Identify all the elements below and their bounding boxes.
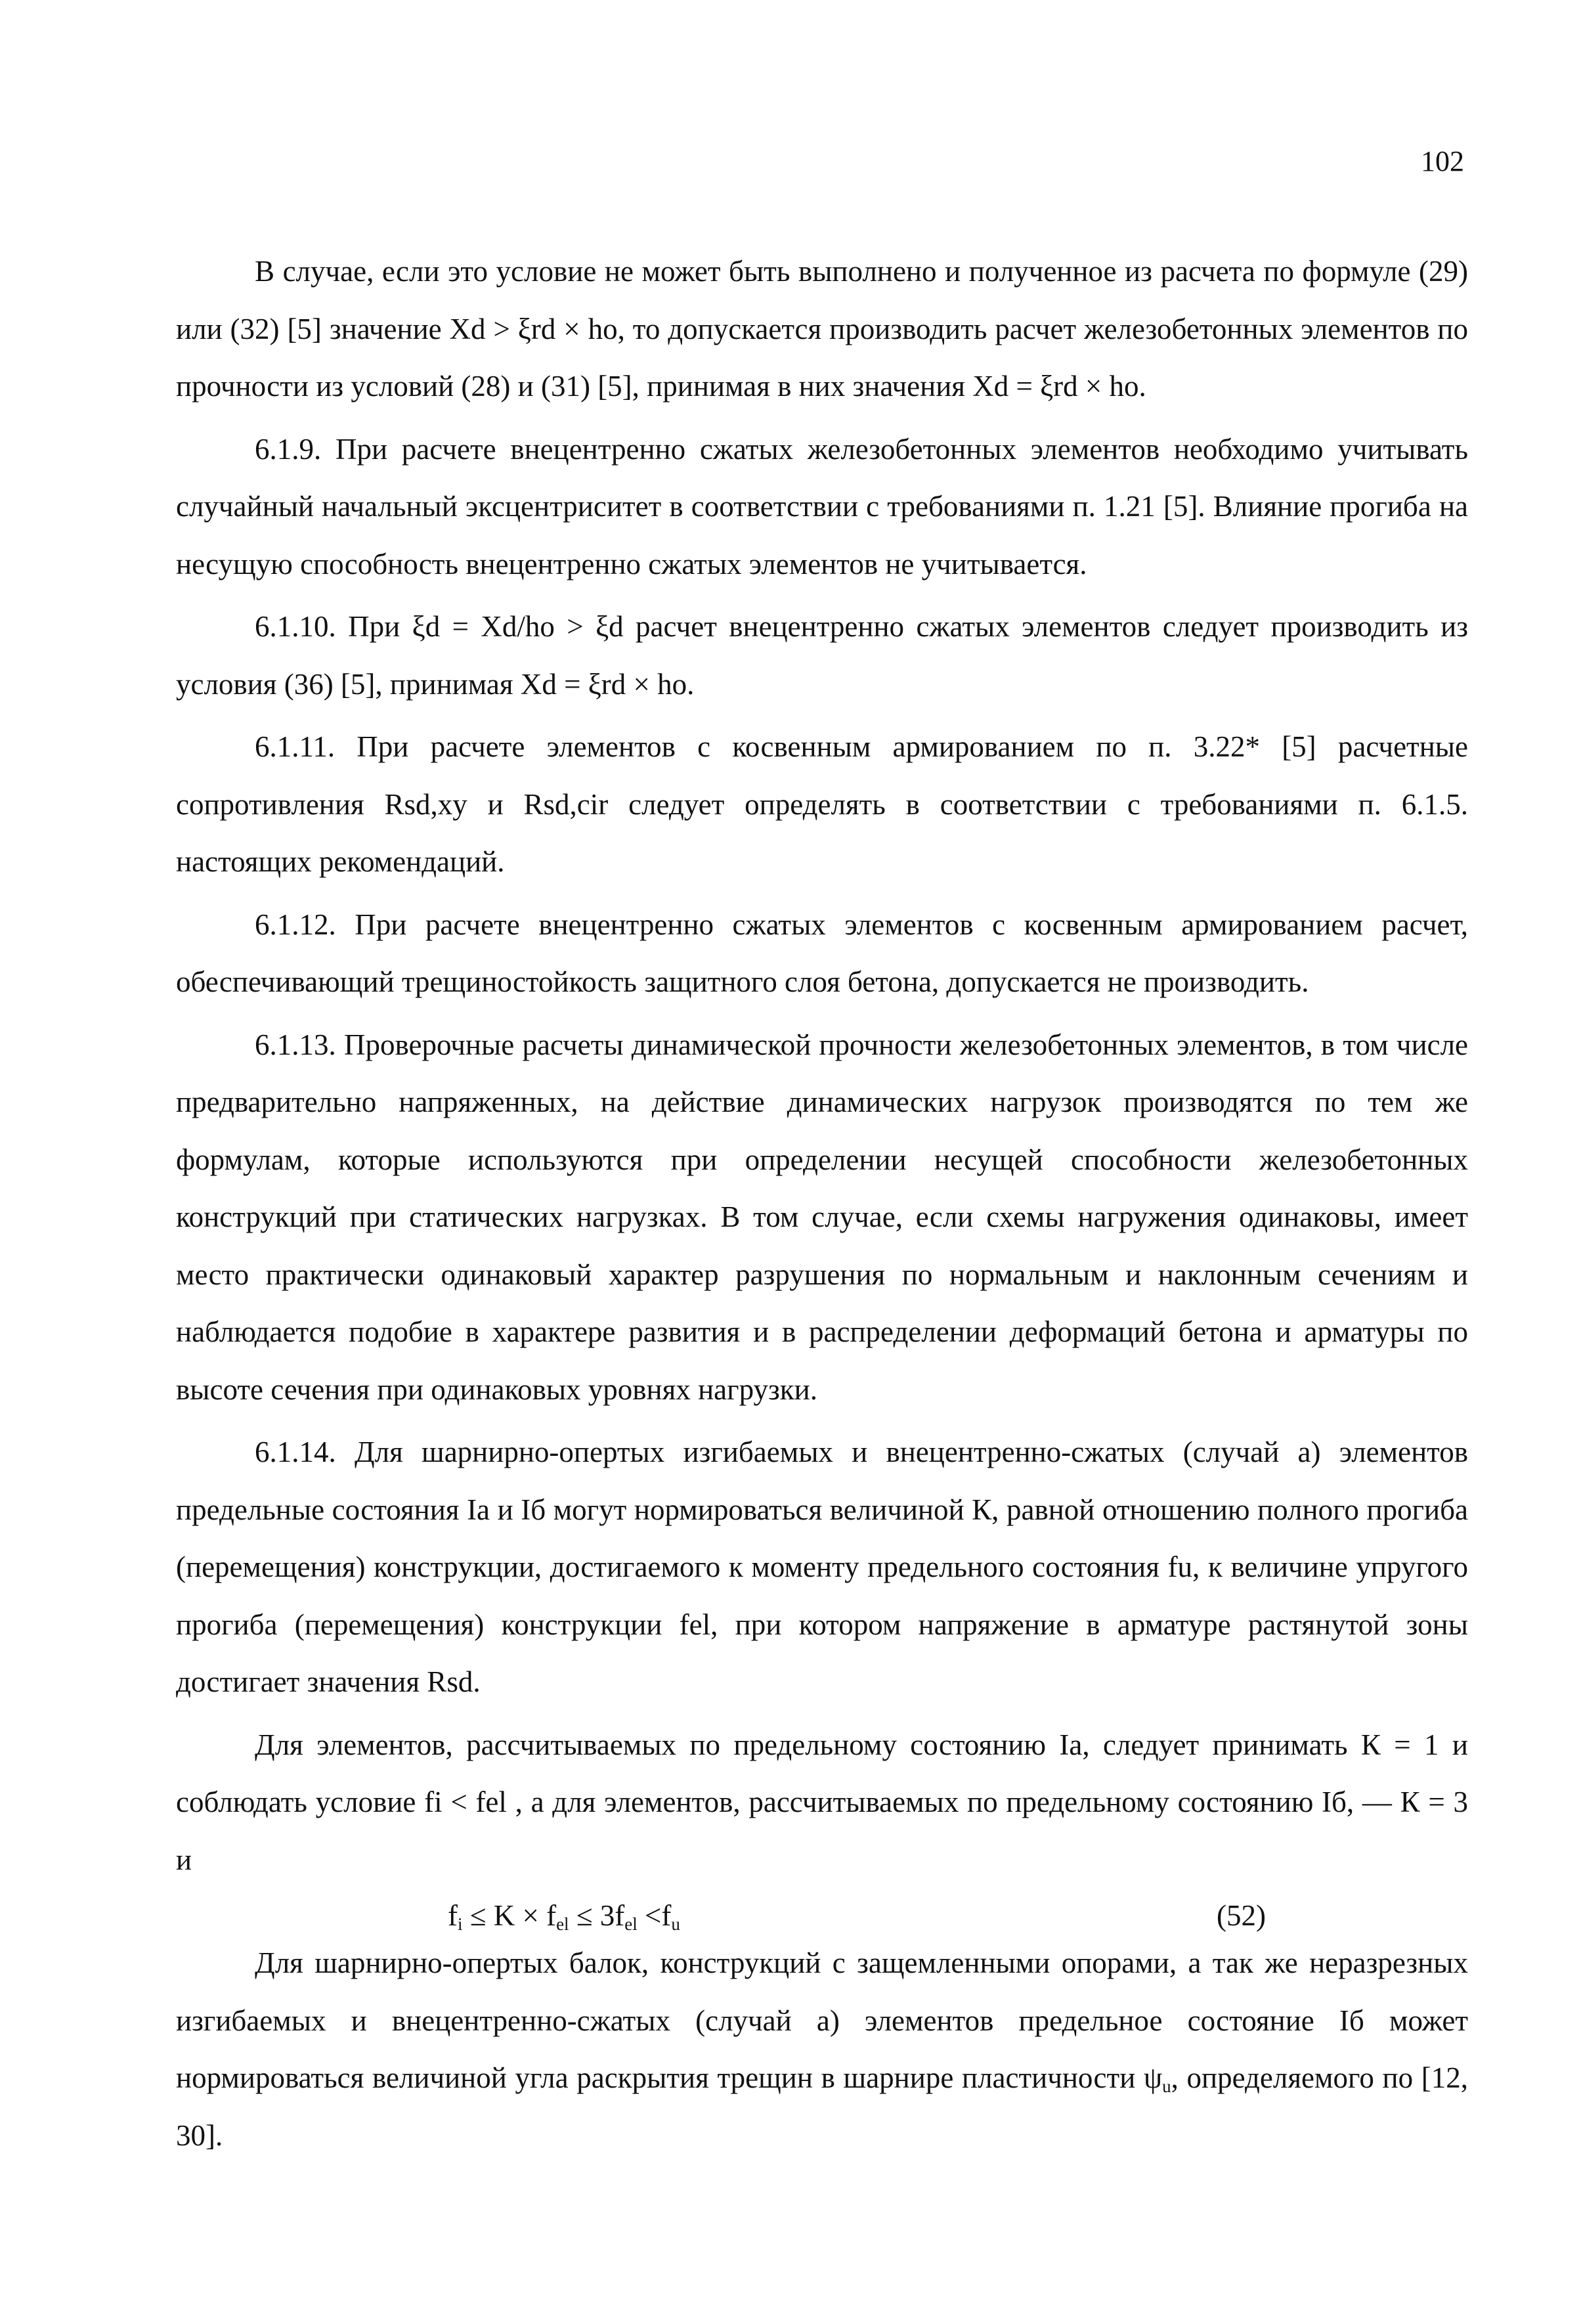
formula-expression: $f_i \le K \times f_{el} \le 3f_{el} <f_u$ <box>448 1899 680 1934</box>
paragraph-6-1-11: 6.1.11. При расчете элементов с косвенным армированием по п. 3.22* [5] расчетные сопротивления Rsd,xy и Rsd,cir следует определять в соответствии с требованиями п. 6.1.5. настоящих рекомендаций. <box>176 730 1468 878</box>
page-number: 102 <box>1421 145 1464 177</box>
paragraph-6-1-9: 6.1.9. При расчете внецентренно сжатых железобетонных элементов необходимо учитывать случайный начальный эксцентриситет в соответствии с требованиями п. 1.21 [5]. Влияние прогиба на несущую способность внецентренно сжатых элементов не учитывается. <box>176 432 1468 581</box>
paragraph-6-1-14: 6.1.14. Для шарнирно-опертых изгибаемых и внецентренно-сжатых (случай а) элементов предельные состояния Iа и Iб могут нормироваться величиной К, равной отношению полного прогиба (перемещения) конструкции, достигаемого к моменту предельного состояния fu, к величине упругого прогиба (перемещения) конструкции fel, при котором напряжение в арматуре растянутой зоны достигает значения Rsd. <box>176 1436 1468 1698</box>
paragraph-6-1-13: 6.1.13. Проверочные расчеты динамической прочности железобетонных элементов, в том числе предварительно напряженных, на действие динамических нагрузок производятся по тем же формулам, которые используются при определении несущей способности железобетонных конструкций при статических нагрузках. В том случае, если схемы нагружения одинаковы, имеет место практически одинаковый характер разрушения по нормальным и наклонным сечениям и наблюдается подобие в характере развития и в распределении деформаций бетона и арматуры по высоте сечения при одинаковых уровнях нагрузки. <box>176 1028 1468 1406</box>
paragraph-limit-state: Для элементов, рассчитываемых по предельному состоянию Iа, следует принимать К = 1 и соблюдать условие fi < fel , а для элементов, рассчитываемых по предельному состоянию Iб, — К = 3 и <box>176 1728 1468 1876</box>
paragraph-6-1-10: 6.1.10. При ξd = Xd/ho > ξd расчет внецентренно сжатых элементов следует производить из условия (36) [5], принимая Xd = ξrd × ho. <box>176 610 1468 701</box>
paragraph-6-1-12: 6.1.12. При расчете внецентренно сжатых элементов с косвенным армированием расчет, обеспечивающий трещиностойкость защитного слоя бетона, допускается не производить. <box>176 908 1468 998</box>
formula-52 <box>176 1896 1468 1935</box>
paragraph-crack-opening: Для шарнирно-опертых балок, конструкций с защемленными опорами, а так же неразрезных изгибаемых и внецентренно-сжатых (случай а) элементов предельное состояние Iб может нормироваться величиной угла раскрытия трещин в шарнире пластичности $\psi_u$, определяемого по [12, 30]. <box>176 1946 1468 2152</box>
paragraph-intro: В случае, если это условие не может быть выполнено и полученное из расчета по формуле (29) или (32) [5] значение Xd > ξrd × ho, то допускается производить расчет железобетонных элементов по прочности из условий (28) и (31) [5], принимая в них значения Xd = ξrd × ho. <box>176 255 1468 403</box>
document-body <box>176 243 1468 2164</box>
formula-number: (52) <box>1217 1899 1266 1932</box>
